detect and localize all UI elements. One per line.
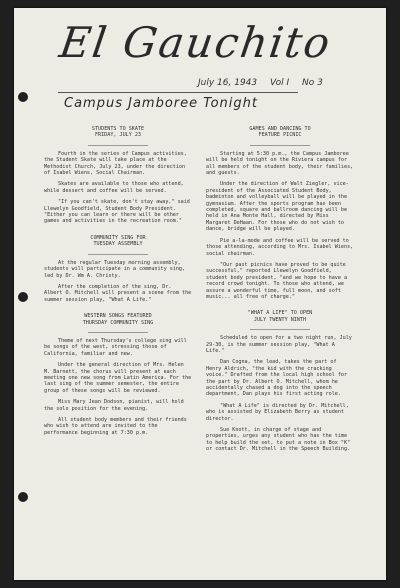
issue-info [198, 78, 333, 88]
issue-number: No 3 [302, 78, 323, 88]
article [206, 126, 354, 300]
title-underline [88, 145, 148, 146]
issue-date: July 16, 1943 [198, 78, 258, 88]
punch-hole [18, 92, 28, 102]
article-paragraph: Scheduled to open for a two night run, July 29-30, is the summer session play, "What A Life." [206, 335, 352, 354]
article-title-line: GAMES AND DANCING TO [249, 126, 311, 132]
title-underline [88, 254, 148, 255]
article-title [206, 126, 354, 146]
article [44, 126, 192, 225]
title-underline [250, 145, 310, 146]
article-paragraph: Sue Knott, in charge of stage and properties, urges any student who has the time to help build the set, to put a note in Box "K" or contact Dr. Mitchell in the Speech Building. [206, 427, 351, 453]
article-paragraph: Dan Cogna, the lead, takes the part of Henry Aldrich, "the kid with the cracking voice." Drafted from the local high school for the part by Dr. Albert O. Mitchell, whom he accidentally chased a dog into the speech department, Dan plays his first acting role. [206, 359, 348, 398]
article [44, 313, 192, 436]
article-paragraph: After the completion of the sing, Dr. Albert O. Mitchell will present a scene from the summer session play, "What A Life." [44, 283, 192, 303]
title-underline [88, 332, 148, 333]
article-paragraph: All student body members and their friends who wish to attend are invited to the performance beginning at 7:30 p.m. [44, 417, 187, 436]
article [206, 310, 354, 452]
punch-hole [18, 292, 28, 302]
article-paragraph: Pie a-la-mode and coffee will be served to those attending, according to Mrs. Isabel Wiens, social chairman. [206, 237, 354, 257]
article-paragraph: Starting at 5:30 p.m., the Campus Jamboree will be held tonight on the Riviera campus for all members of the student body, their families, and guests. [206, 150, 354, 177]
article-title-line: FRIDAY, JULY 23 [94, 132, 141, 139]
masthead-rule [58, 92, 298, 93]
article-paragraph: Under the general direction of Mrs. Helen M. Barnett, the chorus will present at each meeting one new song from Latin America. For the last sing of the summer semester, the entire group of these songs will be reviewed. [44, 362, 192, 394]
article-paragraph: "Our past picnics have proved to be quite successful," reported Llewelyn Goodfield, student body president, "and we hope to have a record crowd tonight. To those who attend, we assure a wonderful time, full moon, and soft music... all free of charge." [206, 261, 348, 300]
article-paragraph: At the regular Tuesday morning assembly, students will participate in a community sing, led by Dr. Wm A. Christy. [44, 259, 186, 279]
article-title [206, 310, 354, 330]
article [44, 235, 192, 303]
issue-volume: Vol I [270, 78, 290, 88]
right-column [206, 126, 354, 463]
article-paragraph: Theme of next Thursday's college sing will be songs of the west, stressing those of California, familiar and new. [44, 337, 187, 357]
article-paragraph: "If you can't skate, don't stay away," said Llewelyn Goodfield, Student Body President. "Either you can learn or there will be other games and activities in the recreation room." [44, 199, 190, 225]
left-column [44, 126, 192, 446]
masthead-title: El Gauchito [56, 18, 335, 67]
article-paragraph: Under the direction of Walt Ziegler, vice-president of the Associated Student Body, badminton and volleyball will be played in the gymnasium. After the sports program has been completed, square and ballroom dancing will be held in Ana Monte Hall, directed by Miss Margaret DeHaan. For those who do not wish to dance, bridge will be played. [206, 181, 349, 233]
article-title-line: FEATURE PICNIC [258, 132, 302, 139]
article-title-line: "WHAT A LIFE" TO OPEN [247, 310, 313, 317]
article-paragraph: Miss Mary Jean Dodson, pianist, will hold the solo position for the evening. [44, 399, 184, 412]
article-title-line: COMMUNITY SING FOR [90, 234, 146, 241]
article-title [44, 126, 192, 146]
article-title-line: STUDENTS TO SKATE [91, 126, 145, 132]
article-title-line: WESTERN SONGS FEATURED [84, 313, 152, 320]
page-headline: Campus Jamboree Tonight [64, 96, 258, 111]
article-title [44, 235, 192, 255]
article-paragraph: Fourth in the series of Campus activities, the Student Skate will take place at the Methodist Church, July 23, under the direction of Isabel Wiens, Social Chairman. [44, 150, 187, 177]
title-underline [250, 329, 310, 330]
article-paragraph: Skates are available to those who attend, while dessert and coffee will be served. [44, 181, 184, 194]
punch-hole [18, 492, 28, 502]
article-paragraph: "What A Life" is directed by Dr. Mitchell, who is assisted by Elizabeth Berry as student director. [206, 402, 349, 422]
article-title [44, 313, 192, 333]
article-title-line: THURSDAY COMMUNITY SING [82, 319, 154, 326]
article-title-line: JULY TWENTY NINTH [253, 316, 307, 323]
article-title-line: TUESDAY ASSEMBLY [93, 241, 143, 248]
